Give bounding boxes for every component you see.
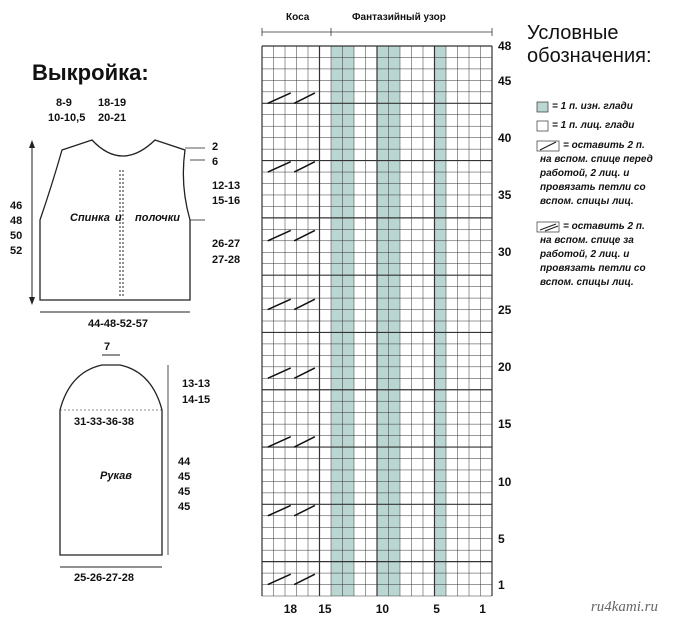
legend-cable-front-5: вспом. спицы лиц. xyxy=(540,196,634,207)
chart-row-label: 45 xyxy=(498,73,512,88)
armhole-a: 12-13 xyxy=(212,180,241,192)
chart-col-label: 18 xyxy=(283,602,298,616)
pattern-title: Выкройка: xyxy=(32,60,149,85)
shoulder-size-a: 18-19 xyxy=(98,97,127,109)
chart-row-label: 20 xyxy=(498,359,512,374)
length-46: 46 xyxy=(10,200,23,212)
legend-knit: = 1 п. лиц. глади xyxy=(552,120,635,131)
height-2: 2 xyxy=(212,141,219,153)
body-label-and: и xyxy=(115,212,122,224)
chart-row-label: 30 xyxy=(498,245,512,260)
sleeve-len-45c: 45 xyxy=(178,501,191,513)
shoulder-size-b: 20-21 xyxy=(98,112,127,124)
body-label-back: Спинка xyxy=(70,212,110,224)
chart-col-label: 1 xyxy=(479,602,486,616)
legend-cable-back-2: на вспом. спице за xyxy=(540,235,634,246)
sleeve-bottom-width: 25-26-27-28 xyxy=(74,572,134,584)
height-6: 6 xyxy=(212,156,219,168)
neck-size-b: 10-10,5 xyxy=(48,112,86,124)
neck-size-a: 8-9 xyxy=(56,97,72,109)
length-50: 50 xyxy=(10,230,23,242)
chart-row-label: 10 xyxy=(498,474,512,489)
body-label-front: полочки xyxy=(135,212,181,224)
chart-row-label: 5 xyxy=(498,531,505,546)
side-a: 26-27 xyxy=(212,238,241,250)
legend-cable-back-3: работой, 2 лиц. и xyxy=(540,249,630,260)
legend-cable-front-3: работой, 2 лиц. и xyxy=(540,168,630,179)
legend-cable-back-1: = оставить 2 п. xyxy=(563,221,645,232)
sleeve-len-45a: 45 xyxy=(178,471,191,483)
sleeve-len-45b: 45 xyxy=(178,486,191,498)
chart-row-label: 40 xyxy=(498,130,512,145)
chart-row-label: 15 xyxy=(498,417,512,432)
legend-cable-back-4: провязать петли со xyxy=(540,263,646,274)
chart-header-cable: Коса xyxy=(286,12,310,23)
chart-row-label: 48 xyxy=(498,39,512,54)
sleeve-cap-a: 13-13 xyxy=(182,378,211,390)
chart-row-label: 1 xyxy=(498,577,505,592)
length-52: 52 xyxy=(10,245,23,257)
length-48: 48 xyxy=(10,215,23,227)
chart-row-label: 35 xyxy=(498,188,512,203)
sleeve-len-44: 44 xyxy=(178,456,191,468)
armhole-b: 15-16 xyxy=(212,195,241,207)
chart-col-label: 5 xyxy=(433,602,440,616)
legend-cable-back-5: вспом. спицы лиц. xyxy=(540,277,634,288)
legend-title-line1: Условные xyxy=(527,22,619,44)
sleeve-top-width: 7 xyxy=(104,341,111,353)
watermark: ru4kami.ru xyxy=(590,599,658,615)
chart-col-label: 15 xyxy=(318,602,332,616)
side-b: 27-28 xyxy=(212,254,241,266)
legend-title-line2: обозначения: xyxy=(527,45,652,67)
chart-row-label: 25 xyxy=(498,302,512,317)
legend-cable-front-2: на вспом. спице перед xyxy=(540,154,653,165)
chart-header-fancy: Фантазийный узор xyxy=(352,12,446,23)
chart-col-label: 10 xyxy=(375,602,390,616)
legend-cable-front-1: = оставить 2 п. xyxy=(563,140,645,151)
sleeve-upper-width: 31-33-36-38 xyxy=(74,416,134,428)
sleeve-cap-b: 14-15 xyxy=(182,394,211,406)
body-width: 44-48-52-57 xyxy=(88,318,148,330)
legend-cable-front-4: провязать петли со xyxy=(540,182,646,193)
legend-purl: = 1 п. изн. глади xyxy=(552,101,633,112)
sleeve-label: Рукав xyxy=(100,470,132,482)
